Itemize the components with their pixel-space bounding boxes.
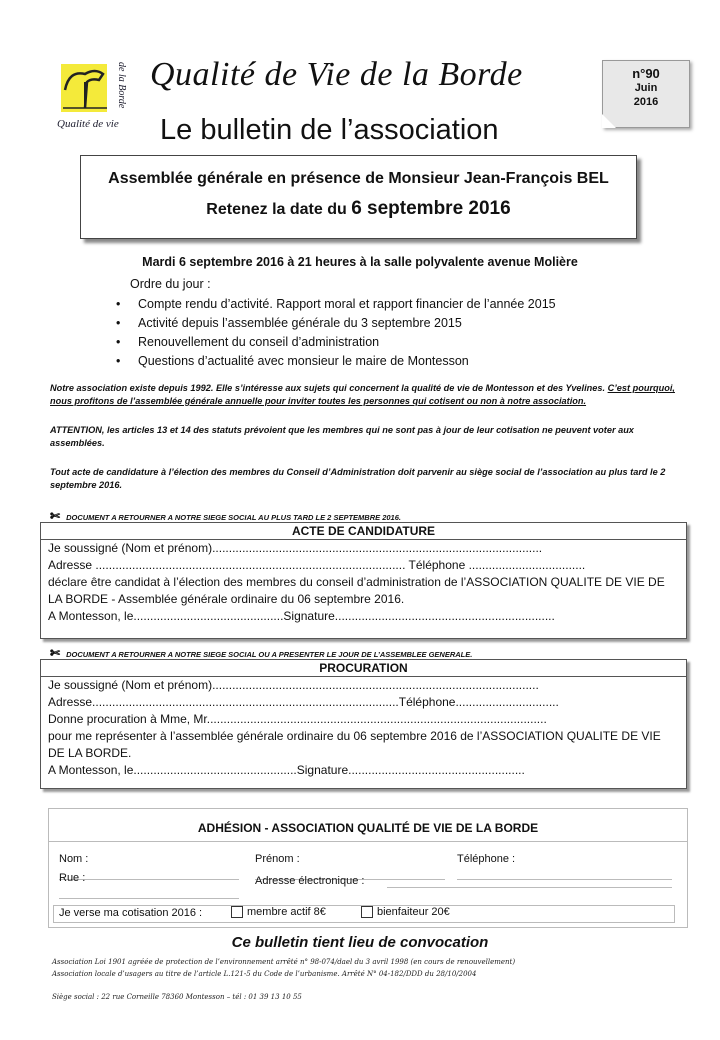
telephone-label: Téléphone : — [457, 853, 516, 865]
procuration-signature-field[interactable]: A Montesson, le.................................................Signature..................................................... — [48, 763, 525, 777]
bullet-icon: • — [116, 354, 121, 368]
procuration-name-field[interactable]: Je soussigné (Nom et prénom).................................................................................................. — [48, 678, 539, 692]
meeting-details: Mardi 6 septembre 2016 à 21 heures à la salle polyvalente avenue Molière — [142, 255, 578, 269]
candidature-form — [40, 522, 687, 639]
agenda-item: • Compte rendu d’activité. Rapport moral et rapport financier de l’année 2015 — [116, 295, 556, 314]
adhesion-divider — [49, 841, 687, 842]
candidature-name-field[interactable]: Je soussigné (Nom et prénom)................................................................................................... — [48, 541, 543, 555]
agenda-item: • Renouvellement du conseil d’administration — [116, 333, 556, 352]
procuration-address-phone-field[interactable]: Adresse............................................................................................Téléphone............................... — [48, 695, 559, 709]
membre-actif-option[interactable]: membre actif 8€ — [231, 906, 326, 918]
agenda-title: Ordre du jour : — [130, 277, 211, 291]
association-logo — [55, 60, 139, 134]
agenda-list — [116, 295, 556, 371]
rue-input[interactable] — [59, 884, 239, 899]
agenda-item: • Questions d’actualité avec monsieur le maire de Montesson — [116, 352, 556, 371]
logo-caption: Qualité de vie — [57, 118, 119, 130]
email-label: Adresse électronique : — [255, 875, 365, 887]
prenom-label: Prénom : — [255, 853, 300, 865]
legal-line-2: Association locale d’usagers au titre de l’article L.121-5 du Code de l’urbanisme. Arrêté N° 04-182/DDD du 28/10/2004 — [52, 970, 477, 978]
procuration-form — [40, 659, 687, 789]
candidature-declaration: déclare être candidat à l’élection des membres du conseil d’administration de l’ASSOCIATION QUALITE DE VIE DE LA BORDE - Assemblée générale ordinaire du 06 septembre 2016. — [48, 575, 665, 606]
issue-month: Juin — [634, 82, 658, 94]
cotisation-label: Je verse ma cotisation 2016 : — [59, 907, 203, 919]
intro-underlined-text: C’est pourquoi, nous profitons de l’assemblée générale annuelle pour inviter toutes les personnes qui cotisent ou non à notre association. — [50, 383, 675, 406]
candidature-signature-field[interactable]: A Montesson, le.............................................Signature.................................................................. — [48, 609, 555, 623]
date-prefix: Retenez la date du — [206, 201, 352, 218]
scissors-icon: ✄ — [50, 646, 61, 660]
issue-badge — [602, 60, 690, 128]
logo-side-text: de la Borde — [116, 62, 127, 109]
procuration-cut-notice: ✄ DOCUMENT A RETOURNER A NOTRE SIEGE SOCIAL OU A PRESENTER LE JOUR DE L’ASSEMBLEE GENERALE. — [50, 646, 473, 660]
adhesion-form — [48, 808, 688, 928]
scissors-icon: ✄ — [50, 509, 61, 523]
membre-actif-checkbox[interactable] — [231, 906, 243, 918]
announcement-line: Assemblée générale en présence de Monsieur Jean-François BEL — [108, 170, 609, 187]
procuration-statement: pour me représenter à l’assemblée générale ordinaire du 06 septembre 2016 de l’ASSOCIATION QUALITE DE VIE DE LA BORDE. — [48, 729, 661, 760]
bullet-icon: • — [116, 297, 121, 311]
intro-paragraph: Notre association existe depuis 1992. Elle s’intéresse aux sujets qui concernent la qualité de vie de Montesson et des Yvelines. C’est pourquoi, nous profitons de l’assemblée générale annuelle pour inviter toutes les personnes qui cotisent ou non à notre association. — [50, 383, 675, 406]
bienfaiteur-option[interactable]: bienfaiteur 20€ — [361, 906, 450, 918]
issue-year: 2016 — [633, 96, 659, 108]
procuration-title: PROCURATION — [41, 660, 686, 677]
candidature-deadline-paragraph: Tout acte de candidature à l’élection des membres du Conseil d’Administration doit parvenir au siège social de l’association au plus tard le 2 septembre 2016. — [50, 467, 666, 490]
candidature-title: ACTE DE CANDIDATURE — [41, 523, 686, 540]
legal-line-1: Association Loi 1901 agréée de protection de l’environnement arrêté n° 98-074/dael du 3 avril 1998 (en cours de renouvellement) — [52, 958, 516, 966]
nom-label: Nom : — [59, 853, 89, 865]
convocation-tagline: Ce bulletin tient lieu de convocation — [231, 934, 489, 951]
bienfaiteur-checkbox[interactable] — [361, 906, 373, 918]
head-office-address: Siège social : 22 rue Corneille 78360 Montesson – tél : 01 39 13 10 55 — [52, 993, 302, 1001]
agenda-item: • Activité depuis l’assemblée générale du 3 septembre 2015 — [116, 314, 556, 333]
rue-label: Rue : — [59, 872, 86, 884]
announcement-date-line — [81, 198, 636, 220]
announcement-box — [80, 155, 637, 239]
procuration-proxy-field[interactable]: Donne procuration à Mme, Mr...................................................................................................... — [48, 712, 547, 726]
candidature-cut-notice: ✄ DOCUMENT A RETOURNER A NOTRE SIEGE SOCIAL AU PLUS TARD LE 2 SEPTEMBRE 2016. — [50, 509, 401, 523]
email-input[interactable] — [387, 873, 672, 888]
adhesion-title: ADHÉSION - ASSOCIATION QUALITÉ DE VIE DE LA BORDE — [197, 821, 539, 835]
candidature-address-phone-field[interactable]: Adresse ............................................................................................. Téléphone ................................... — [48, 558, 586, 572]
nom-input[interactable] — [59, 865, 239, 880]
page-curl-decoration — [602, 114, 616, 128]
bullet-icon: • — [116, 335, 121, 349]
newsletter-script-title: Qualité de Vie de la Borde — [150, 56, 523, 93]
bullet-icon: • — [116, 316, 121, 330]
attention-paragraph: ATTENTION, les articles 13 et 14 des statuts prévoient que les membres qui ne sont pas à jour de leur cotisation ne peuvent voter aux assemblées. — [50, 425, 634, 448]
newsletter-main-title: Le bulletin de l’association — [160, 114, 499, 146]
issue-number: n°90 — [632, 66, 660, 81]
meeting-date: 6 septembre 2016 — [351, 198, 511, 219]
